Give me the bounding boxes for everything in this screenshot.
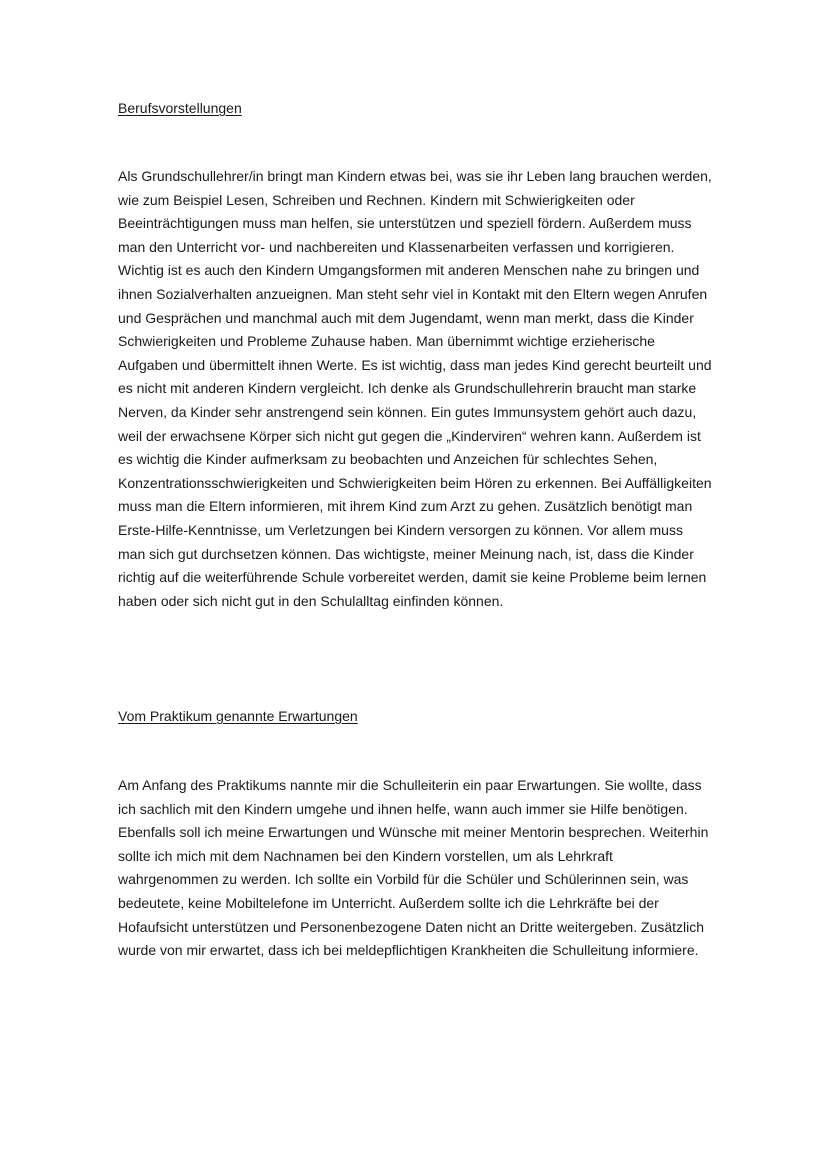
text-line: Beeinträchtigungen muss man helfen, sie unterstützen und speziell fördern. Außerdem muss (118, 215, 692, 232)
text-line: es wichtig die Kinder aufmerksam zu beobachten und Anzeichen für schlechtes Sehen, (118, 451, 658, 468)
section-heading-erwartungen: Vom Praktikum genannte Erwartungen (118, 708, 358, 724)
text-line: Schwierigkeiten und Probleme Zuhause haben. Man übernimmt wichtige erzieherische (118, 333, 655, 350)
text-line: richtig auf die weiterführende Schule vorbereitet werden, damit sie keine Probleme beim lernen (118, 569, 707, 586)
text-line: man den Unterricht vor- und nachbereiten und Klassenarbeiten verfassen und korrigieren. (118, 238, 675, 255)
text-line: ihnen Sozialverhalten anzueignen. Man steht sehr viel in Kontakt mit den Eltern wegen Anrufen (118, 285, 708, 302)
text-line: Als Grundschullehrer/in bringt man Kindern etwas bei, was sie ihr Leben lang brauchen werden, (118, 168, 712, 184)
text-line: Am Anfang des Praktikums nannte mir die Schulleiterin ein paar Erwartungen. Sie wollte, dass (118, 777, 702, 793)
text-line: ich sachlich mit den Kindern umgehe und ihnen helfe, wann auch immer sie Hilfe benötigen. (118, 800, 688, 817)
text-line: Konzentrationsschwierigkeiten und Schwierigkeiten beim Hören zu erkennen. Bei Auffälligkeiten (118, 474, 712, 491)
text-line: wurde von mir erwartet, dass ich bei meldepflichtigen Krankheiten die Schulleitung informiere. (118, 942, 699, 959)
text-line: wie zum Beispiel Lesen, Schreiben und Rechnen. Kindern mit Schwierigkeiten oder (118, 191, 635, 208)
text-line: man sich gut durchsetzen können. Das wichtigste, meiner Meinung nach, ist, dass die Kinder (118, 545, 694, 562)
text-line: wahrgenommen zu werden. Ich sollte ein Vorbild für die Schüler und Schülerinnen sein, was (118, 871, 689, 888)
text-line: Ebenfalls soll ich meine Erwartungen und Wünsche mit meiner Mentorin besprechen. Weiterhin (118, 824, 709, 841)
text-line: Hofaufsicht unterstützen und Personenbezogene Daten nicht an Dritte weitergeben. Zusätzlich (118, 918, 705, 935)
text-line: haben oder sich nicht gut in den Schulalltag einfinden können. (118, 592, 504, 609)
text-line: muss man die Eltern informieren, mit ihrem Kind zum Arzt zu gehen. Zusätzlich benötigt man (118, 498, 693, 515)
text-line: weil der erwachsene Körper sich nicht gut gegen die „Kinderviren“ wehren kann. Außerdem ist (118, 427, 701, 444)
text-line: es nicht mit anderen Kindern vergleicht. Ich denke als Grundschullehrerin braucht man starke (118, 380, 697, 397)
text-line: und Gesprächen und manchmal auch mit dem Jugendamt, wenn man merkt, dass die Kinder (118, 309, 694, 326)
text-line: Erste-Hilfe-Kenntnisse, um Verletzungen bei Kindern versorgen zu können. Vor allem muss (118, 521, 683, 538)
text-line: Wichtig ist es auch den Kindern Umgangsformen mit anderen Menschen nahe zu bringen und (118, 262, 700, 279)
text-line: Nerven, da Kinder sehr anstrengend sein können. Ein gutes Immunsystem gehört auch dazu, (118, 403, 697, 420)
paragraph-erwartungen (118, 774, 718, 963)
text-line: bedeutete, keine Mobiltelefone im Unterricht. Außerdem sollte ich die Lehrkräfte bei der (118, 894, 659, 911)
paragraph-berufsvorstellungen (118, 165, 718, 613)
text-line: Aufgaben und übermittelt ihnen Werte. Es ist wichtig, dass man jedes Kind gerecht beurteilt und (118, 356, 712, 373)
section-heading-berufsvorstellungen: Berufsvorstellungen (118, 100, 242, 116)
text-line: sollte ich mich mit dem Nachnamen bei den Kindern vorstellen, um als Lehrkraft (118, 847, 613, 864)
